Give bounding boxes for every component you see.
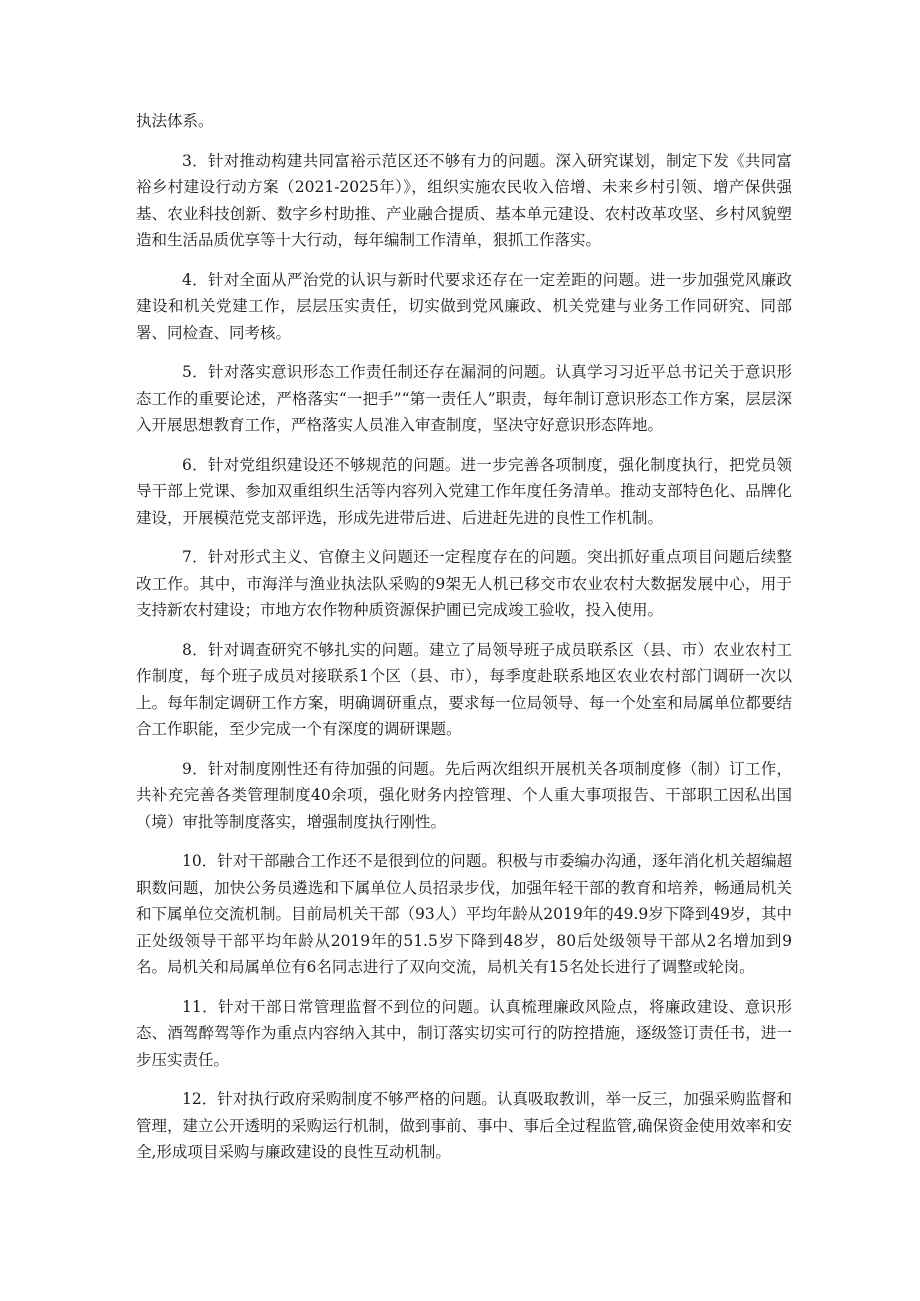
paragraph-item-12: 12．针对执行政府采购制度不够严格的问题。认真吸取教训，举一反三，加强采购监督和管理，建立公开透明的采购运行机制，做到事前、事中、事后全过程监管,确保资金使用效率和安全,形成项目采购与廉政建设的良性互动机制。 (136, 1090, 792, 1161)
paragraph-continuation: 执法体系。 (136, 112, 214, 130)
document-body (136, 108, 792, 1179)
paragraph-item-9: 9．针对制度刚性还有待加强的问题。先后两次组织开展机关各项制度修（制）订工作，共补充完善各类管理制度40余项，强化财务内控管理、个人重大事项报告、干部职工因私出国（境）审批等制度落实，增强制度执行刚性。 (136, 759, 792, 831)
paragraph-item-11: 11．针对干部日常管理监督不到位的问题。认真梳理廉政风险点，将廉政建设、意识形态、酒驾醉驾等作为重点内容纳入其中，制订落实切实可行的防控措施，逐级签订责任书，进一步压实责任。 (136, 997, 792, 1069)
paragraph-item-5: 5．针对落实意识形态工作责任制还存在漏洞的问题。认真学习习近平总书记关于意识形态工作的重要论述，严格落实“一把手”“第一责任人”职责，每年制订意识形态工作方案，层层深入开展思想教育工作，严格落实人员准入审查制度，坚决守好意识形态阵地。 (136, 363, 792, 434)
paragraph-item-3: 3．针对推动构建共同富裕示范区还不够有力的问题。深入研究谋划，制定下发《共同富裕乡村建设行动方案（2021-2025年）》，组织实施农民收入倍增、未来乡村引领、增产保供强基、农业科技创新、数字乡村助推、产业融合提质、基本单元建设、农村改革攻坚、乡村风貌塑造和生活品质优享等十大行动，每年编制工作清单，狠抓工作落实。 (136, 151, 792, 249)
paragraph-item-6: 6．针对党组织建设还不够规范的问题。进一步完善各项制度，强化制度执行，把党员领导干部上党课、参加双重组织生活等内容列入党建工作年度任务清单。推动支部特色化、品牌化建设，开展模范党支部评选，形成先进带后进、后进赶先进的良性工作机制。 (136, 455, 792, 527)
paragraph-item-7: 7．针对形式主义、官僚主义问题还一定程度存在的问题。突出抓好重点项目问题后续整改工作。其中，市海洋与渔业执法队采购的9架无人机已移交市农业农村大数据发展中心，用于支持新农村建设；市地方农作物种质资源保护圃已完成竣工验收，投入使用。 (136, 548, 792, 619)
paragraph-item-4: 4．针对全面从严治党的认识与新时代要求还存在一定差距的问题。进一步加强党风廉政建设和机关党建工作，层层压实责任，切实做到党风廉政、机关党建与业务工作同研究、同部署、同检查、同考核。 (136, 270, 792, 342)
paragraph-item-10: 10．针对干部融合工作还不是很到位的问题。积极与市委编办沟通，逐年消化机关超编超职数问题，加快公务员遴选和下属单位人员招录步伐，加强年轻干部的教育和培养，畅通局机关和下属单位交流机制。目前局机关干部（93人）平均年龄从2019年的49.9岁下降到49岁，其中正处级领导干部平均年龄从2019年的51.5岁下降到48岁，80后处级领导干部从2名增加到9名。局机关和局属单位有6名同志进行了双向交流，局机关有15名处长进行了调整或轮岗。 (136, 852, 792, 976)
paragraph-item-8: 8．针对调查研究不够扎实的问题。建立了局领导班子成员联系区（县、市）农业农村工作制度，每个班子成员对接联系1个区（县、市），每季度赴联系地区农业农村部门调研一次以上。每年制定调研工作方案，明确调研重点，要求每一位局领导、每一个处室和局属单位都要结合工作职能，至少完成一个有深度的调研课题。 (136, 640, 792, 738)
